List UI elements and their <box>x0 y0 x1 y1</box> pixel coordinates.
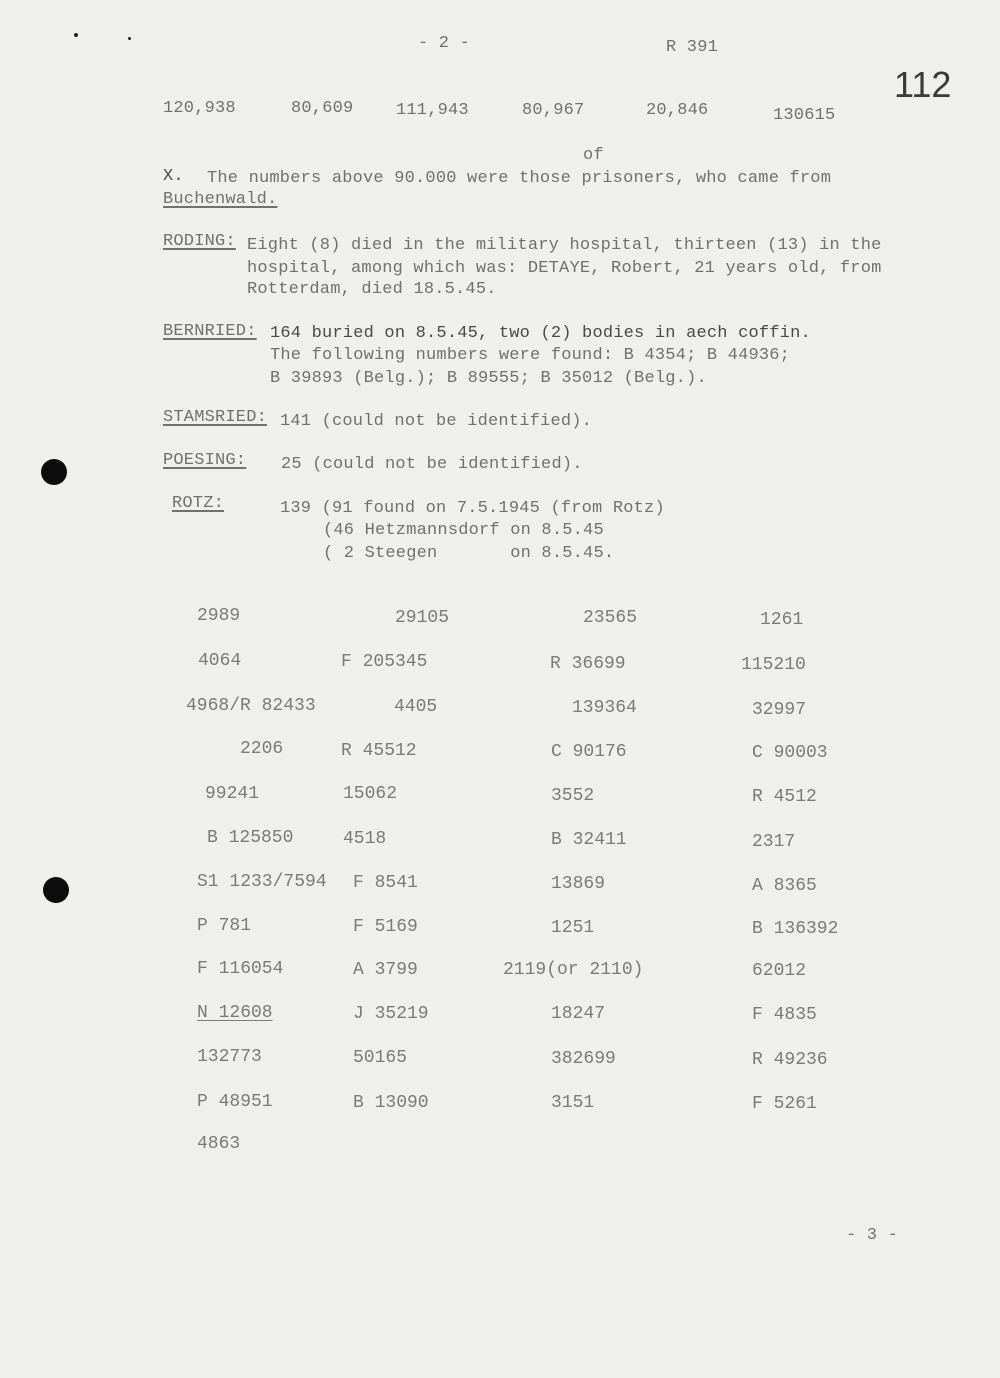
total-value: 20,846 <box>646 101 709 120</box>
of-label: of <box>583 146 604 165</box>
next-page-marker: - 3 - <box>846 1226 899 1245</box>
table-cell: R 4512 <box>752 787 817 807</box>
table-cell: 99241 <box>205 784 260 804</box>
note-place: Buchenwald. <box>163 190 278 209</box>
roding-line: hospital, among which was: DETAYE, Robert, 21 years old, from <box>247 259 882 278</box>
section-label-stamsried: STAMSRIED: <box>163 408 268 427</box>
total-value: 80,609 <box>291 99 354 118</box>
table-cell: S1 1233/7594 <box>197 872 327 892</box>
stamsried-text: 141 (could not be identified). <box>280 412 593 431</box>
table-cell: 23565 <box>583 608 638 628</box>
punch-hole-top <box>41 459 67 485</box>
table-cell: B 32411 <box>551 830 627 850</box>
speck <box>128 37 131 40</box>
table-cell: 139364 <box>572 698 637 718</box>
table-cell: R 36699 <box>550 654 626 674</box>
section-label-roding: RODING: <box>163 232 236 251</box>
table-cell: C 90003 <box>752 743 828 763</box>
table-cell: A 8365 <box>752 876 817 896</box>
table-cell: 4064 <box>198 651 242 671</box>
table-cell: 2119(or 2110) <box>503 960 644 980</box>
page-marker: - 2 - <box>418 34 471 53</box>
total-value: 80,967 <box>522 101 585 120</box>
table-cell: 1251 <box>551 918 595 938</box>
section-label-bernried: BERNRIED: <box>163 322 257 341</box>
table-cell: 1261 <box>760 610 804 630</box>
section-label-rotz: ROTZ: <box>172 494 225 513</box>
bernried-line: 164 buried on 8.5.45, two (2) bodies in aech coffin. <box>270 324 811 343</box>
bernried-line: B 39893 (Belg.); B 89555; B 35012 (Belg.). <box>270 369 707 388</box>
section-label-poesing: POESING: <box>163 451 247 470</box>
table-cell: J 35219 <box>353 1004 429 1024</box>
table-cell: 115210 <box>741 655 806 675</box>
note-marker: X. <box>163 167 184 186</box>
table-cell: F 5261 <box>752 1094 817 1114</box>
table-cell: P 781 <box>197 916 252 936</box>
table-cell: 2206 <box>240 739 284 759</box>
table-cell: R 49236 <box>752 1050 828 1070</box>
note-text: The numbers above 90.000 were those prisoners, who came from <box>207 169 832 188</box>
table-cell: 382699 <box>551 1049 616 1069</box>
roding-line: Rotterdam, died 18.5.45. <box>247 280 497 299</box>
table-cell: B 13090 <box>353 1093 429 1113</box>
table-cell: B 136392 <box>752 919 839 939</box>
rotz-line: 139 (91 found on 7.5.1945 (from Rotz) <box>280 499 665 518</box>
table-cell: 3552 <box>551 786 595 806</box>
total-value: 120,938 <box>163 99 236 118</box>
folio-number: 112 <box>894 64 952 105</box>
table-cell: C 90176 <box>551 742 627 762</box>
table-cell: B 125850 <box>207 828 294 848</box>
table-cell: P 48951 <box>197 1092 273 1112</box>
table-cell: F 8541 <box>353 873 418 893</box>
table-cell: 13869 <box>551 874 606 894</box>
punch-hole-bottom <box>43 877 69 903</box>
table-cell: 32997 <box>752 700 807 720</box>
total-value: 130615 <box>773 106 836 125</box>
table-cell: A 3799 <box>353 960 418 980</box>
table-cell: 4405 <box>394 697 438 717</box>
reference-number: R 391 <box>666 38 719 57</box>
table-cell: F 5169 <box>353 917 418 937</box>
table-cell: 4968/R 82433 <box>186 696 316 716</box>
table-cell: R 45512 <box>341 741 417 761</box>
table-cell: 15062 <box>343 784 398 804</box>
table-cell: 2317 <box>752 832 796 852</box>
bernried-line: The following numbers were found: B 4354; B 44936; <box>270 346 791 365</box>
roding-line: Eight (8) died in the military hospital, thirteen (13) in the <box>247 236 882 255</box>
poesing-text: 25 (could not be identified). <box>281 455 583 474</box>
speck <box>74 33 78 37</box>
table-cell: 29105 <box>395 608 450 628</box>
rotz-line: (46 Hetzmannsdorf on 8.5.45 <box>323 521 604 540</box>
table-cell: 4518 <box>343 829 387 849</box>
table-cell: F 4835 <box>752 1005 817 1025</box>
rotz-line: ( 2 Steegen on 8.5.45. <box>323 544 615 563</box>
table-cell: 2989 <box>197 606 241 626</box>
table-cell: 50165 <box>353 1048 408 1068</box>
table-cell: N 12608 <box>197 1003 273 1023</box>
table-cell: F 116054 <box>197 959 284 979</box>
table-cell: 132773 <box>197 1047 262 1067</box>
table-cell: 18247 <box>551 1004 606 1024</box>
table-cell: 4863 <box>197 1134 241 1154</box>
table-cell: 62012 <box>752 961 807 981</box>
total-value: 111,943 <box>396 101 469 120</box>
table-cell: 3151 <box>551 1093 595 1113</box>
table-cell: F 205345 <box>341 652 428 672</box>
